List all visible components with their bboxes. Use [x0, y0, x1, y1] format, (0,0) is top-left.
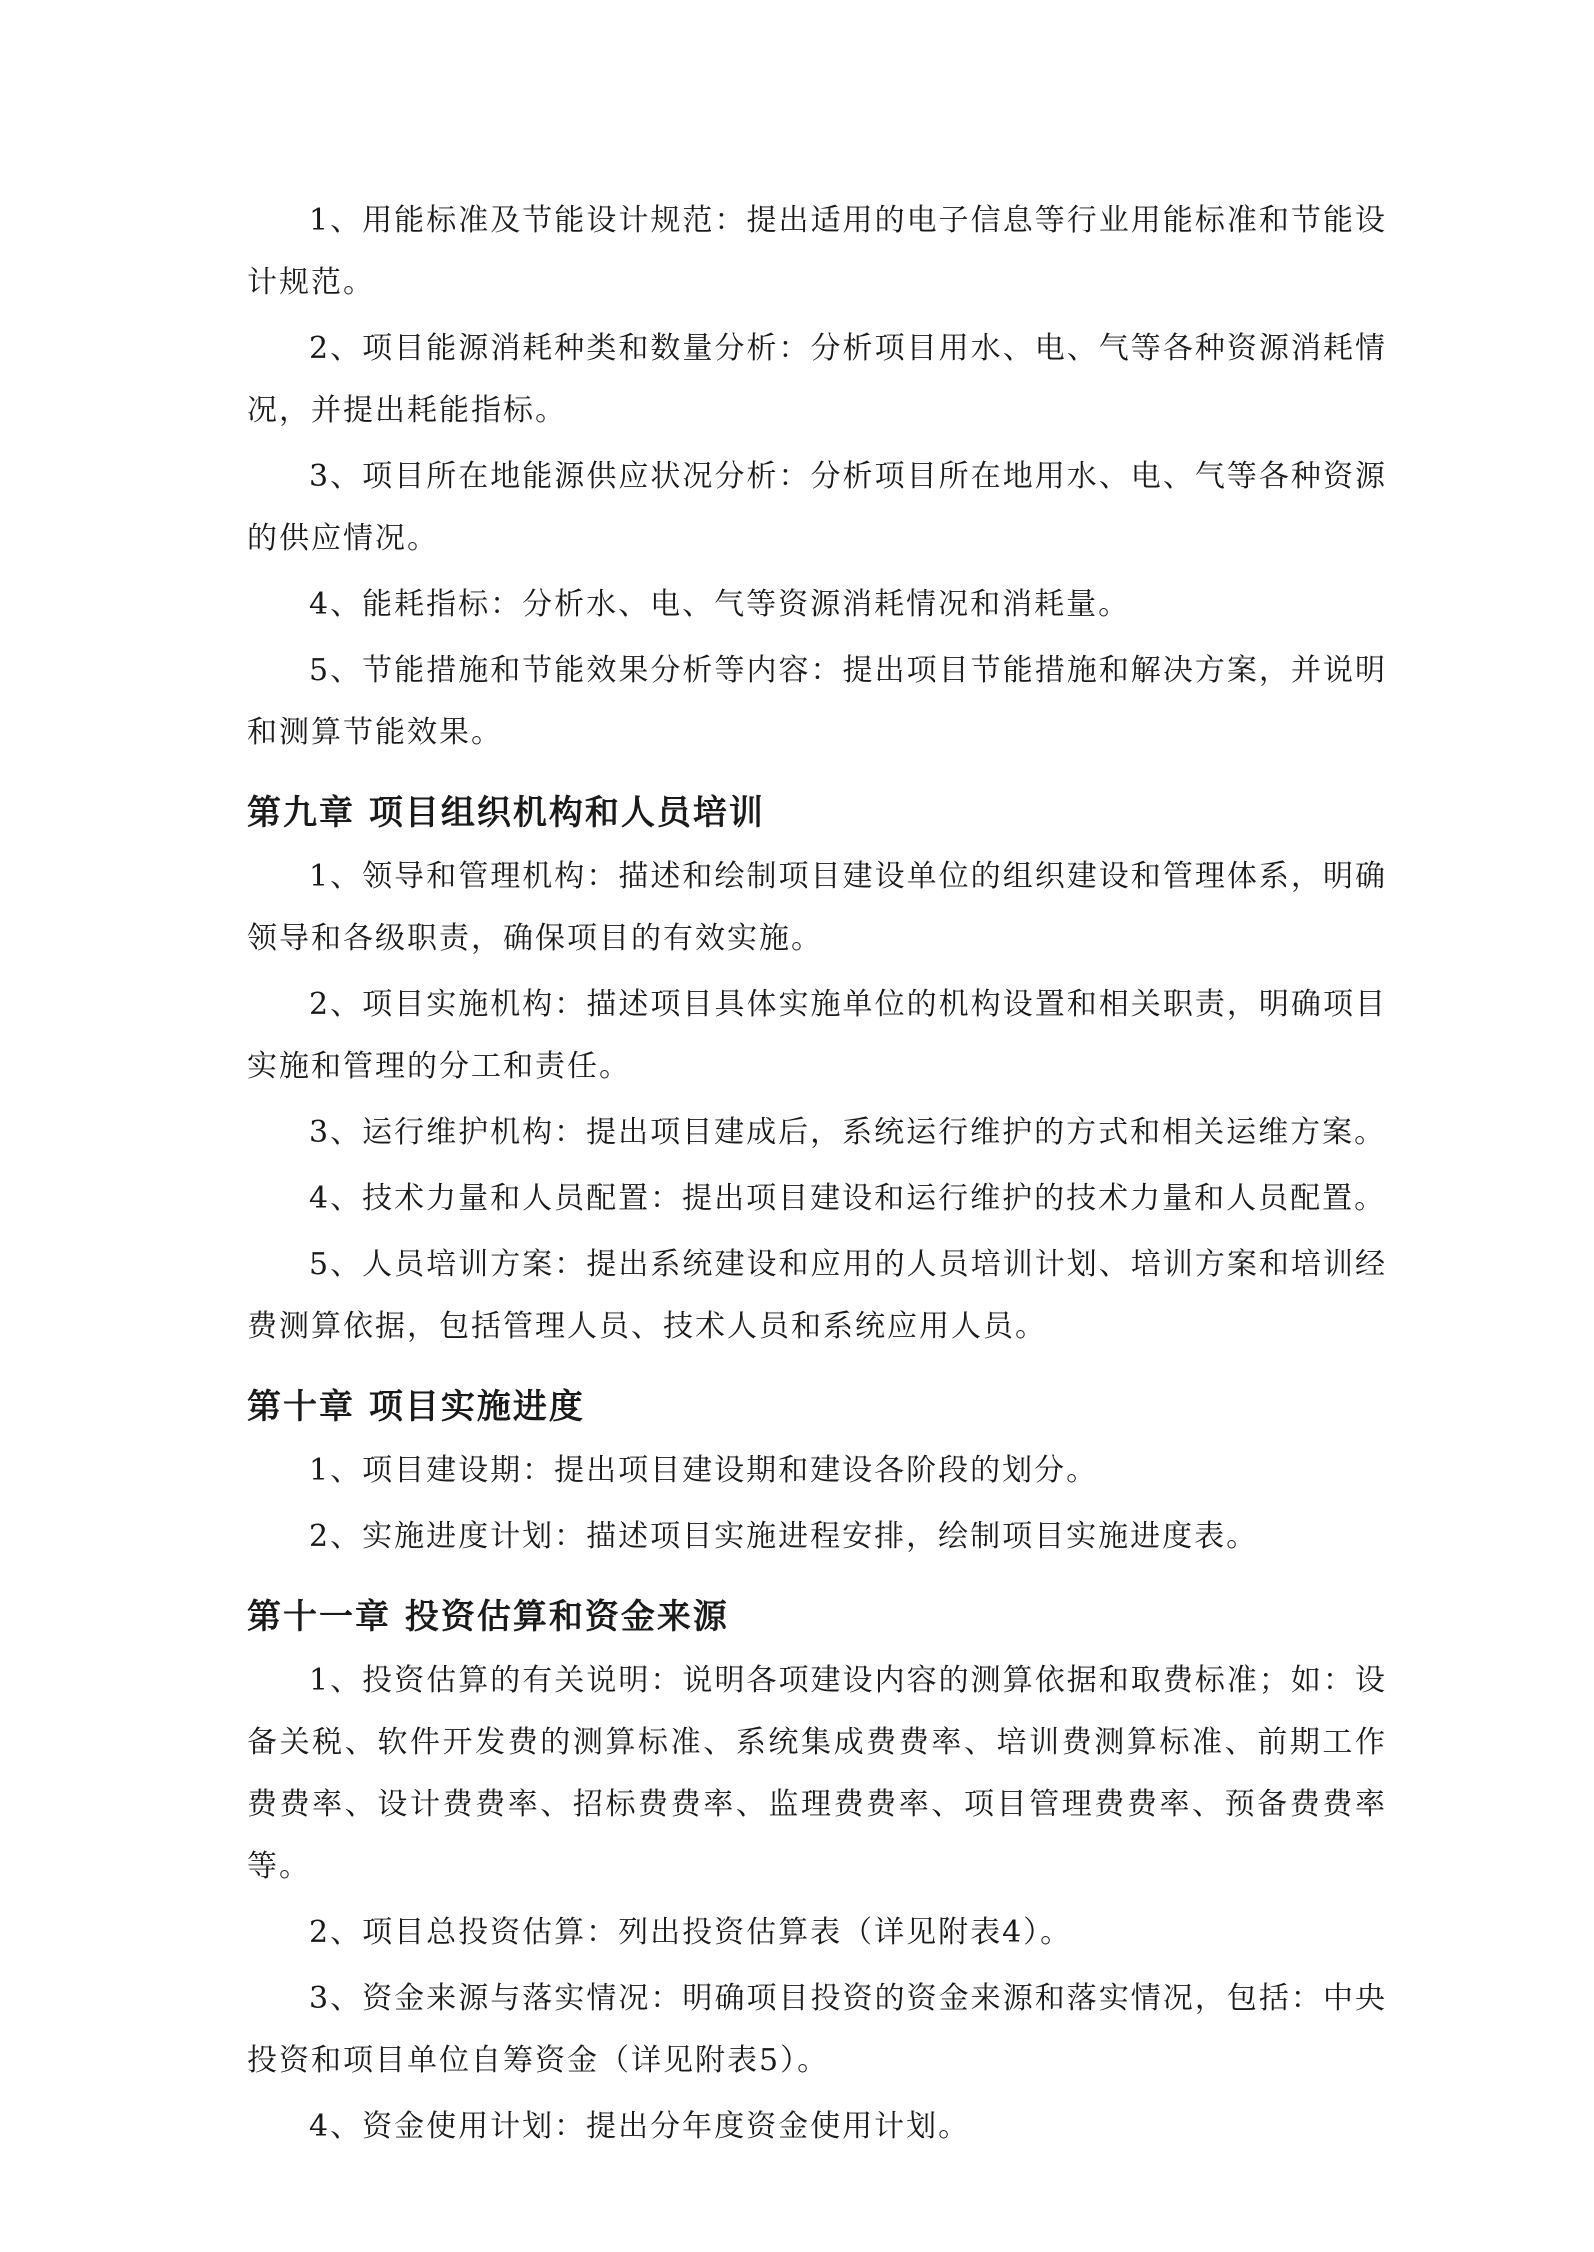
chapter-11-heading: 第十一章 投资估算和资金来源: [247, 1597, 729, 1637]
chapter-11-items: [247, 1650, 1387, 2158]
paragraph: 3、运行维护机构：提出项目建成后，系统运行维护的方式和相关运维方案。: [309, 1115, 1387, 1150]
paragraph: 3、资金来源与落实情况：明确项目投资的资金来源和落实情况，包括：中央投资和项目单位自筹资金（详见附表5）。: [247, 1981, 1387, 2078]
paragraph: 5、人员培训方案：提出系统建设和应用的人员培训计划、培训方案和培训经费测算依据，包括管理人员、技术人员和系统应用人员。: [247, 1247, 1387, 1344]
paragraph: 4、能耗指标：分析水、电、气等资源消耗情况和消耗量。: [309, 587, 1131, 622]
paragraph: 3、项目所在地能源供应状况分析：分析项目所在地用水、电、气等各种资源的供应情况。: [247, 459, 1387, 556]
document-page: [247, 190, 1387, 2162]
paragraph: 5、节能措施和节能效果分析等内容：提出项目节能措施和解决方案，并说明和测算节能效果。: [247, 653, 1387, 750]
paragraph: 1、项目建设期：提出项目建设期和建设各阶段的划分。: [309, 1453, 1099, 1488]
paragraph: 4、资金使用计划：提出分年度资金使用计划。: [309, 2109, 971, 2144]
chapter-10-items: [247, 1440, 1387, 1568]
paragraph: 2、实施进度计划：描述项目实施进程安排，绘制项目实施进度表。: [309, 1519, 1259, 1554]
paragraph: 1、领导和管理机构：描述和绘制项目建设单位的组织建设和管理体系，明确领导和各级职责，确保项目的有效实施。: [247, 859, 1387, 956]
chapter-9-heading: 第九章 项目组织机构和人员培训: [247, 793, 765, 833]
chapter-10-heading: 第十章 项目实施进度: [247, 1387, 585, 1427]
section-8-items: [247, 190, 1387, 764]
paragraph: 2、项目能源消耗种类和数量分析：分析项目用水、电、气等各种资源消耗情况，并提出耗能指标。: [247, 331, 1387, 428]
paragraph: 2、项目总投资估算：列出投资估算表（详见附表4）。: [309, 1915, 1073, 1950]
paragraph: 4、技术力量和人员配置：提出项目建设和运行维护的技术力量和人员配置。: [309, 1181, 1387, 1216]
paragraph: 1、投资估算的有关说明：说明各项建设内容的测算依据和取费标准；如：设备关税、软件开发费的测算标准、系统集成费费率、培训费测算标准、前期工作费费率、设计费费率、招标费费率、监理费费率、项目管理费费率、预备费费率等。: [247, 1663, 1387, 1884]
chapter-9-items: [247, 846, 1387, 1358]
paragraph: 2、项目实施机构：描述项目具体实施单位的机构设置和相关职责，明确项目实施和管理的分工和责任。: [247, 987, 1387, 1084]
paragraph: 1、用能标准及节能设计规范：提出适用的电子信息等行业用能标准和节能设计规范。: [247, 203, 1387, 300]
